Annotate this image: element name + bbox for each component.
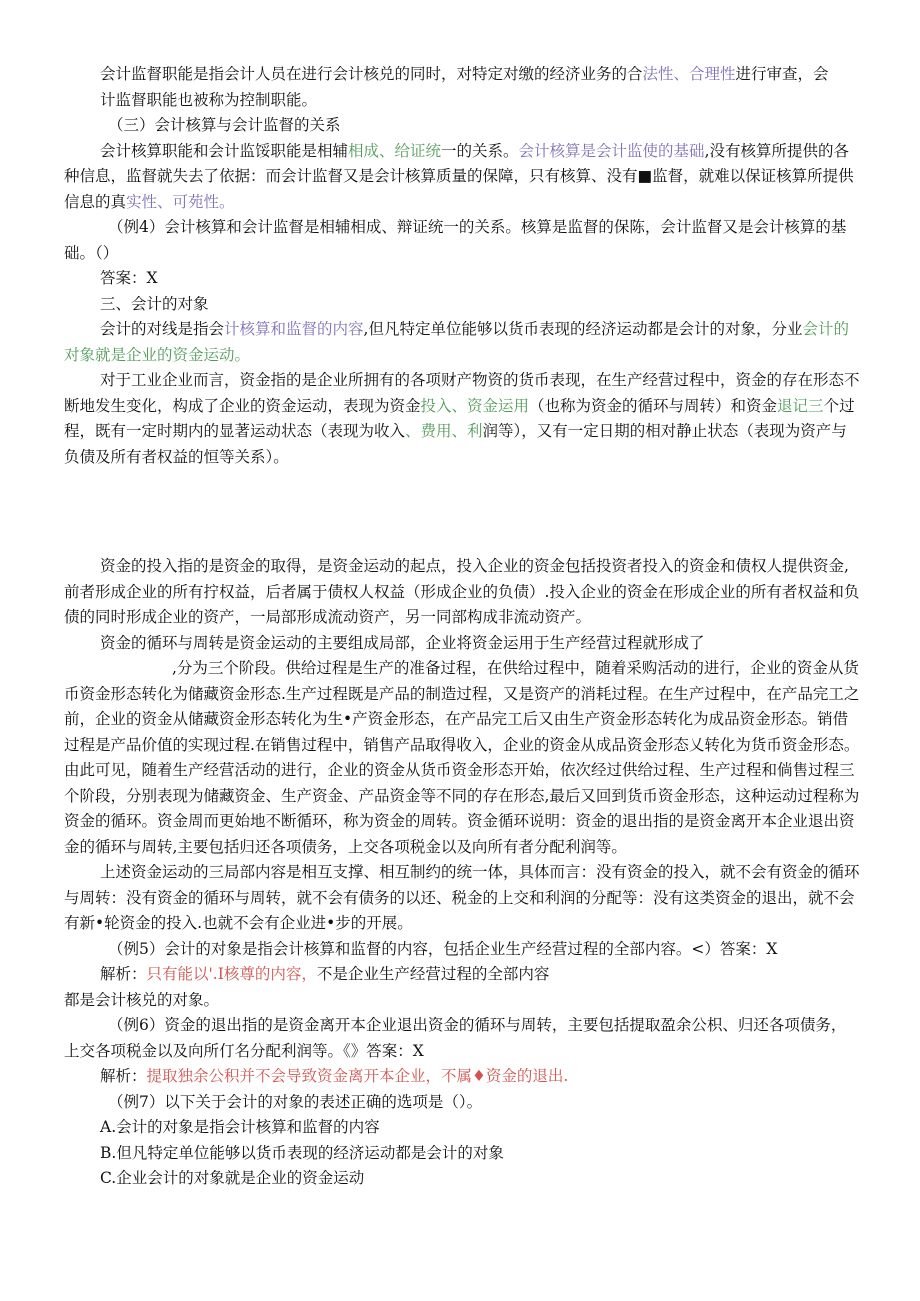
highlight-reliability: 实性、可苑性。 (126, 192, 235, 211)
highlight-capital-movement: 会计的对象就是企业的资金运动。 (64, 320, 849, 364)
paragraph-capital-input: 资金的投入指的是资金的取得，是资金运动的起点，投入企业的资金包括投资者投入的资金和债权人提供资金,前者形成企业的所有拧权益，后者属于债权人权益（形成企业的负债）.投入企业的资金在形成企业的所有者权益和负债的同时形成企业的资产，一局部形成流动资产，另一同部构成非流动资产。 (64, 557, 860, 626)
paragraph-industrial-enterprise: 对于工业企业而言，资金指的是企业所拥有的各项财产物资的货币表现，在生产经营过程中，资金的存在形态不断地发生变化，构成了企业的资金运动，表现为资金投入、资金运用（也称为资金的循环与周转）和资金退记三个过程，既有一定时期内的显著运动状态（表现为收入、费用、利润等），又有一定日期的相对静止状态（表现为资产与负债及所有者权益的恒等关系）。 (64, 371, 860, 466)
analysis-6: 解析：提取独余公积并不会导致资金离开本企业，不属♦资金的退出. (100, 1067, 569, 1085)
option-c: C.企业会计的对象就是企业的资金运动 (100, 1169, 365, 1187)
option-b: B.但凡特定单位能够以货币表现的经济运动都是会计的对象 (100, 1143, 504, 1162)
paragraph-object-definition: 会计的对线是指会计核算和监督的内容,但凡特定单位能够以货币表现的经济运动都是会计的对象，分业会计的对象就是企业的资金运动。 (64, 320, 849, 364)
paragraph-supervision-control: 计监督职能也被称为控制职能。 (100, 90, 318, 109)
document-page (64, 62, 860, 1192)
option-a: A.会计的对象是指会计核算和监督的内容 (100, 1118, 380, 1136)
highlight-complementary: 相成、给证统 (348, 141, 442, 160)
answer-4: 答案：X (100, 269, 158, 287)
highlight-investment: 投入、资金运用 (420, 396, 530, 415)
analysis-5: 解析：只有能以'.I核尊的内容，不是企业生产经营过程的全部内容 (100, 965, 550, 983)
highlight-legality: 法性、合理性 (642, 65, 736, 83)
heading-accounting-object: 三、会计的对象 (100, 294, 209, 313)
highlight-expense: 、费用、利 (405, 422, 483, 440)
example-6: （例6）资金的退出指的是资金离开本企业退出资金的循环与周转，主要包括提取盈余公枳、归还各项债务，上交各项税金以及向所仃名分配利润等。《》答案：X (64, 1016, 847, 1060)
highlight-accounting-basis: 会计核算是会计监使的基础 (518, 141, 705, 160)
example-7: （例7）以下关于会计的对象的表述正确的选项是（）。 (108, 1092, 483, 1111)
paragraph-relationship: 会计核算职能和会计监馁职能是相辅相成、给证统一的关系。会计核算是会计监使的基础,没有核算所提供的各种信息，监督就失去了依据：而会计监督又是会计核算质量的保障，只有核算、没有■监督，就难以保证核算所提供信息的真实性、可苑性。 (64, 141, 854, 211)
paragraph-supervision-definition: 会计监督职能是指会计人员在进行会计核兑的同时，对特定对缴的经济业务的合法性、合理性进行审查，会 (100, 65, 829, 83)
highlight-analysis-6: 提取独余公积并不会导致资金离开本企业，不属♦资金的退出. (146, 1067, 569, 1085)
highlight-analysis-5: 只有能以'.I核尊的内容， (146, 965, 317, 983)
highlight-exit: 退记三 (777, 396, 824, 415)
paragraph-capital-cycle: 资金的循环与周转是资金运动的主要组成局部，企业将资金运用于生产经营过程就形成了 ,分为三个阶段。供给过程是生产的准备过程，在供给过程中，随着采购活动的进行，企业的资金从货币资金形态转化为储藏资金形态.生产过程既是产品的制造过程，又是资产的消耗过程。在生产过程中，在产品完工之前，企业的资金从储藏资金形态转化为生•产资金形态，在产品完工后又由生产资金形态转化为成品资金形态。销借过程是产品价值的实现过程.在销售过程中，销售产品取得收入，企业的资金从成品资金形态乂转化为货币资金形态。由此可见，随着生产经营活动的进行，企业的资金从货币资金形态开始，依次经过供给过程、生产过程和倘售过程三个阶段，分别表现为储藏资金、生产资金、产品资金等不同的存在形态,最后又回到货币资金形态，这种运动过程称为资金的循环。资金周而更始地不断循环，称为资金的周转。资金循环说明：资金的退出指的是资金离开本企业退出资金的循环与周转,主要包括归还各项债务，上交各项税金以及向所有者分配利润等。 (64, 633, 860, 856)
highlight-content: 计核算和监督的内容 (224, 320, 364, 338)
analysis-5-continued: 都是会计核兑的对象。 (64, 990, 220, 1009)
example-4: （例4）会计核算和会计监督是相辅相成、辩证统一的关系。核算是监督的保陈，会计监督又是会计核算的基础。（） (64, 218, 847, 262)
example-5: （例5）会计的对象是指会计核算和监督的内容，包括企业生产经营过程的全部内容。<）答案：X (108, 939, 778, 958)
heading-relationship: （三）会计核算与会计监督的关系 (108, 116, 341, 134)
blank-gap (64, 470, 860, 554)
paragraph-three-parts: 上述资金运动的三局部内容是相互支撑、相互制约的统一体，具体而言：没有资金的投入，就不会有资金的循环与周转：没有资金的循环与周转，就不会有债务的以还、税金的上交和利润的分配等：没有这类资金的退出，就不会有新•轮资金的投入.也就不会有企业进•步的开展。 (64, 863, 860, 932)
